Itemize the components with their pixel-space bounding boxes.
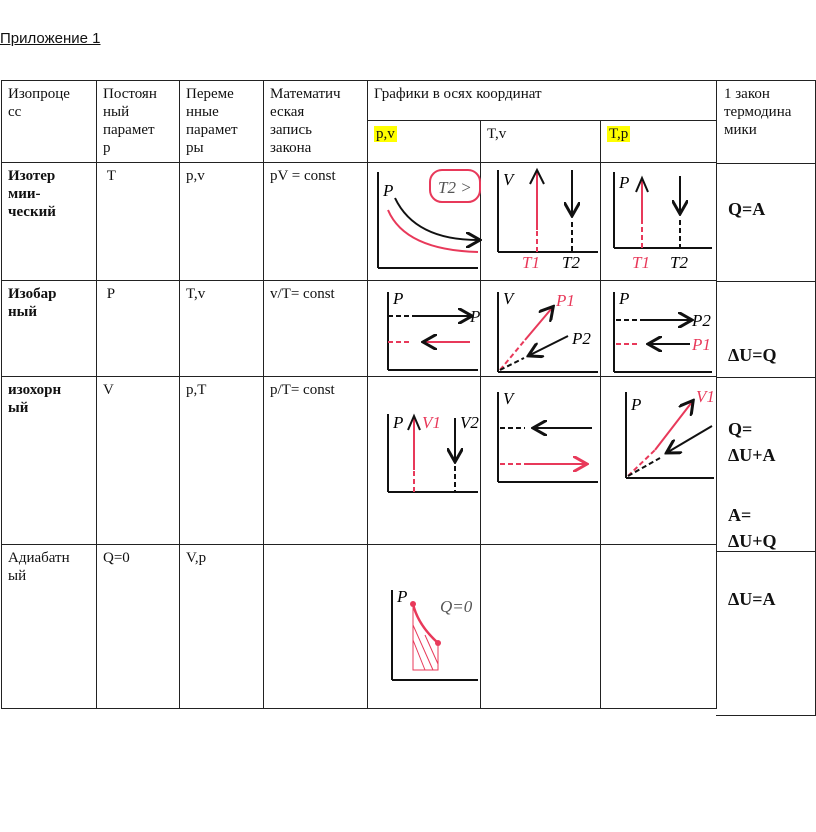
row-isothermal-process: Изотер мии- ческий: [2, 163, 97, 281]
law-isochoric-1b: ΔU+A: [728, 445, 776, 465]
adiabatic-pv-graph: [392, 587, 478, 680]
isochoric-pv-graph: [388, 413, 479, 492]
header-variables: Переме нные парамет ры: [180, 81, 264, 163]
isobaric-pv-graph: [388, 289, 480, 370]
isothermal-tp-graph: [614, 172, 712, 272]
svg-text:V1: V1: [422, 413, 441, 432]
law-isochoric-2b: ΔU+Q: [728, 531, 777, 551]
svg-text:P: P: [631, 395, 642, 414]
law-isochoric-2a: A=: [728, 505, 752, 525]
page-title: Приложение 1: [0, 30, 101, 47]
svg-text:P: P: [619, 173, 630, 192]
row-isochoric-constant: V: [97, 377, 180, 545]
row-isobaric-constant: P: [97, 281, 180, 377]
svg-text:T1: T1: [632, 253, 650, 272]
svg-text:V2: V2: [460, 413, 479, 432]
svg-text:P: P: [393, 289, 404, 308]
header-process: Изопроце сс: [2, 81, 97, 163]
row-isochoric-formula: p/T= const: [264, 377, 368, 545]
svg-text:P2: P2: [692, 311, 711, 330]
row-isobaric-variables: T,v: [180, 281, 264, 377]
svg-text:P: P: [393, 413, 404, 432]
header-axes-tp: T,p: [601, 121, 717, 163]
header-graphs: Графики в осях координат: [368, 81, 717, 121]
isobaric-tp-graph: [614, 289, 712, 372]
row-isothermal-formula: pV = const: [264, 163, 368, 281]
svg-text:P: P: [470, 307, 481, 326]
svg-text:V: V: [503, 389, 514, 408]
svg-text:T1: T1: [522, 253, 540, 272]
svg-text:V: V: [503, 289, 514, 308]
row-isothermal-variables: p,v: [180, 163, 264, 281]
row-isothermal-constant: T: [97, 163, 180, 281]
law-adiabatic: ΔU=A: [728, 589, 776, 609]
header-axes-tv: T,v: [481, 121, 601, 163]
svg-text:V1: V1: [696, 387, 715, 406]
isothermal-tv-graph: [498, 170, 598, 272]
law-isochoric-1a: Q=: [728, 419, 753, 439]
svg-text:T2: T2: [562, 253, 580, 272]
svg-text:Q=0: Q=0: [440, 597, 473, 616]
row-isobaric-formula: v/T= const: [264, 281, 368, 377]
label-p: P: [383, 181, 394, 200]
isothermal-pv-graph: [378, 170, 480, 268]
row-adiabatic-variables: V,p: [180, 545, 264, 709]
isochoric-tp-graph: [626, 387, 715, 478]
row-isochoric-variables: p,T: [180, 377, 264, 545]
law-isobaric: ΔU=Q: [728, 345, 777, 365]
svg-text:P1: P1: [556, 291, 575, 310]
law-isothermal: Q=A: [728, 199, 766, 219]
isochoric-tv-graph: [498, 389, 598, 482]
svg-text:P: P: [619, 289, 630, 308]
svg-text:P1: P1: [692, 335, 711, 354]
row-adiabatic-process: Адиабатн ый: [2, 545, 97, 709]
row-adiabatic-constant: Q=0: [97, 545, 180, 709]
header-law: 1 закон термодина мики: [724, 86, 792, 138]
svg-text:T2: T2: [670, 253, 688, 272]
svg-text:V: V: [503, 170, 514, 189]
row-isochoric-process: изохорн ый: [2, 377, 97, 545]
header-axes-pv: p,v: [368, 121, 481, 163]
row-isobaric-process: Изобар ный: [2, 281, 97, 377]
isobaric-tv-graph: [498, 289, 598, 372]
label-t2-gt: T2 >: [438, 178, 472, 197]
header-constant: Постоян ный парамет р: [97, 81, 180, 163]
svg-text:P: P: [397, 587, 408, 606]
header-formula: Математич еская запись закона: [264, 81, 368, 163]
svg-text:P2: P2: [572, 329, 591, 348]
